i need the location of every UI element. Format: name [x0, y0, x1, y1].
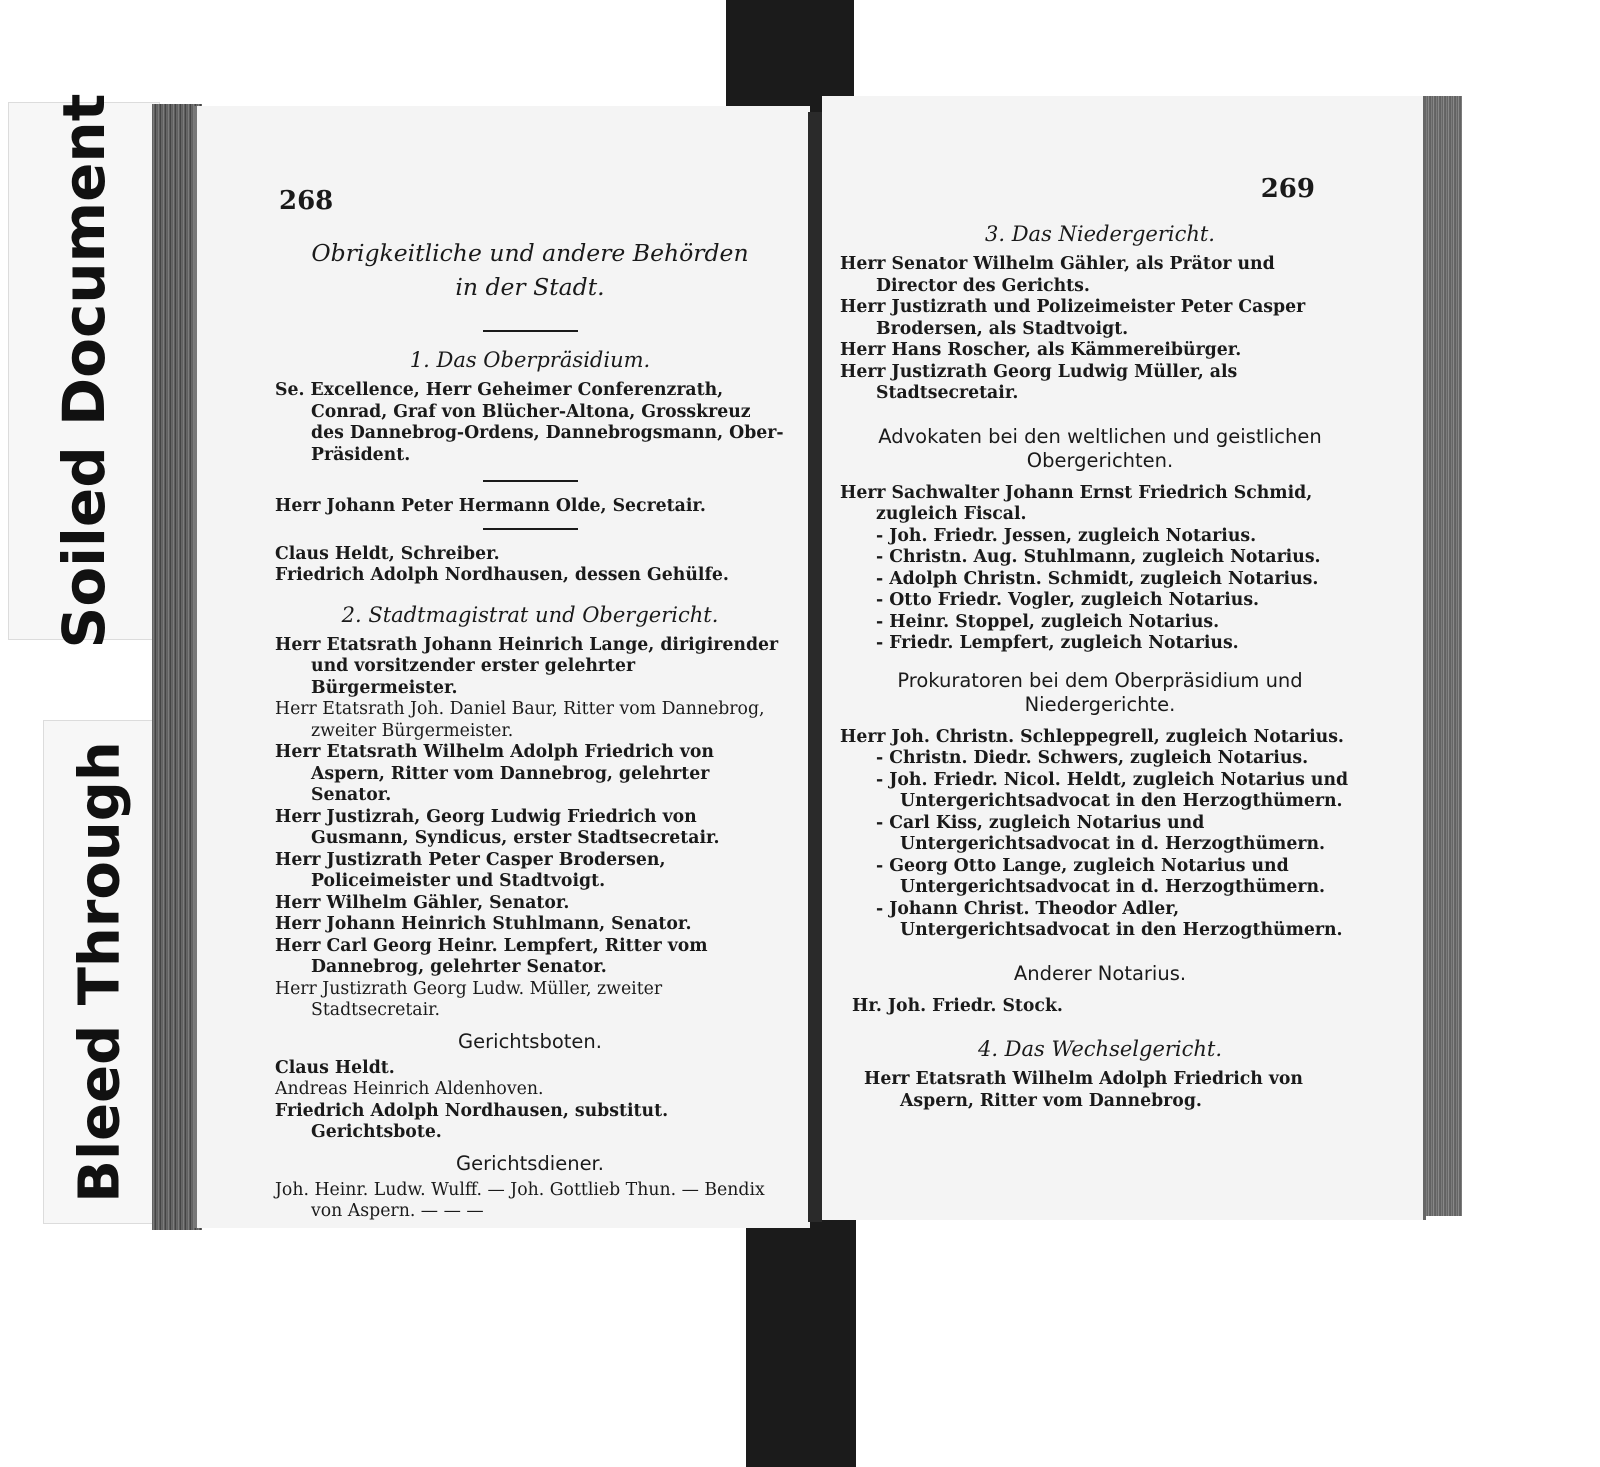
list-item: - Christn. Diedr. Schwers, zugleich Notarius.	[840, 748, 1360, 770]
list-item: - Johann Christ. Theodor Adler, Untergerichtsadvocat in den Herzogthümern.	[840, 899, 1360, 942]
list-item: Herr Johann Heinrich Stuhlmann, Senator.	[275, 914, 692, 934]
book-gutter	[808, 112, 822, 1222]
soiled-document-label: Soiled Document	[50, 93, 118, 649]
prokuratoren-heading: Prokuratoren bei dem Oberpräsidium und Niedergerichte.	[897, 668, 1303, 716]
list-item: - Heinr. Stoppel, zugleich Notarius.	[840, 612, 1360, 634]
spine-bottom	[746, 1220, 856, 1467]
soiled-document-tab	[8, 93, 160, 649]
list-item: Herr Justizrath und Polizeimeister Peter Casper Brodersen, als Stadtvoigt.	[840, 297, 1306, 339]
list-item: Herr Justizrath Peter Casper Brodersen, Policeimeister und Stadtvoigt.	[275, 849, 666, 891]
section-heading-niedergericht: 3. Das Niedergericht.	[985, 222, 1215, 246]
list-item: Herr Justizrath Georg Ludwig Müller, als Stadtsecretair.	[840, 361, 1238, 403]
list-item: - Joh. Friedr. Nicol. Heldt, zugleich Notarius und Untergerichtsadvocat in den Herzogthümern.	[840, 770, 1360, 813]
section-heading-stadtmagistrat: 2. Stadtmagistrat und Obergericht.	[341, 602, 719, 627]
entry-gehuelfe: Friedrich Adolph Nordhausen, dessen Gehülfe.	[275, 565, 729, 585]
advokaten-first-entry: Herr Sachwalter Johann Ernst Friedrich Schmid, zugleich Fiscal.	[840, 482, 1313, 524]
entry-schreiber: Claus Heldt, Schreiber.	[275, 543, 500, 564]
list-item: - Friedr. Lempfert, zugleich Notarius.	[840, 633, 1360, 655]
page-number-left: 268	[279, 186, 334, 216]
title-line-1: Obrigkeitliche und andere Behörden	[311, 239, 749, 267]
wechselgericht-entry: Herr Etatsrath Wilhelm Adolph Friedrich von Aspern, Ritter vom Dannebrog.	[864, 1069, 1304, 1111]
gerichtsdiener-entry: Joh. Heinr. Ludw. Wulff. — Joh. Gottlieb Thun. — Bendix von Aspern. — — —	[275, 1179, 765, 1221]
list-item: Herr Justizrath Georg Ludw. Müller, zweiter Stadtsecretair.	[275, 978, 663, 1020]
bleed-through-tab	[43, 720, 157, 1224]
list-item: Friedrich Adolph Nordhausen, substitut. Gerichtsbote.	[275, 1100, 669, 1142]
list-item: - Joh. Friedr. Jessen, zugleich Notarius.	[840, 526, 1360, 548]
page-title	[275, 236, 785, 304]
advokaten-heading: Advokaten bei den weltlichen und geistlichen Obergerichten.	[878, 424, 1322, 472]
list-item: Andreas Heinrich Aldenhoven.	[275, 1079, 544, 1099]
list-item: Herr Etatsrath Wilhelm Adolph Friedrich von Aspern, Ritter vom Dannebrog, gelehrter Senator.	[275, 742, 715, 805]
entry-ober-praesident: Se. Excellence, Herr Geheimer Conferenzrath, Conrad, Graf von Blücher-Altona, Grosskreuz des Dannebrog-Ordens, Dannebrogsmann, Ober-Präsident.	[275, 380, 784, 465]
list-item: Herr Justizrah, Georg Ludwig Friedrich von Gusmann, Syndicus, erster Stadtsecretair.	[275, 806, 720, 848]
left-page	[194, 106, 810, 1228]
list-item: Herr Wilhelm Gähler, Senator.	[275, 892, 570, 913]
gerichtsboten-heading: Gerichtsboten.	[458, 1029, 602, 1053]
section-heading-oberpraesidium: 1. Das Oberpräsidium.	[409, 348, 651, 372]
section-heading-wechselgericht: 4. Das Wechselgericht.	[977, 1037, 1223, 1061]
right-page	[822, 96, 1426, 1220]
list-item: Herr Senator Wilhelm Gähler, als Prätor und Director des Gerichts.	[840, 254, 1275, 296]
list-item: - Otto Friedr. Vogler, zugleich Notarius.	[840, 590, 1360, 612]
title-line-2: in der Stadt.	[455, 273, 605, 301]
list-item: Herr Etatsrath Joh. Daniel Baur, Ritter vom Dannebrog, zweiter Bürgermeister.	[275, 699, 765, 741]
divider-rule	[483, 528, 578, 530]
prokuratoren-first-entry: Herr Joh. Christn. Schleppegrell, zugleich Notarius.	[840, 726, 1344, 747]
list-item: Herr Hans Roscher, als Kämmereibürger.	[840, 340, 1242, 360]
entry-secretair: Herr Johann Peter Hermann Olde, Secretair.	[275, 496, 706, 516]
list-item: Claus Heldt.	[275, 1057, 395, 1078]
page-number-right: 269	[1260, 174, 1315, 204]
list-item: Herr Etatsrath Johann Heinrich Lange, dirigirender und vorsitzender erster gelehrter Bürgermeister.	[275, 634, 779, 698]
divider-rule	[483, 480, 578, 482]
list-item: - Adolph Christn. Schmidt, zugleich Notarius.	[840, 569, 1360, 591]
list-item: - Christn. Aug. Stuhlmann, zugleich Notarius.	[840, 547, 1360, 569]
list-item: - Carl Kiss, zugleich Notarius und Untergerichtsadvocat in d. Herzogthümern.	[840, 813, 1360, 856]
notarius-heading: Anderer Notarius.	[1013, 961, 1187, 985]
gerichtsdiener-heading: Gerichtsdiener.	[455, 1151, 604, 1175]
left-page-content	[275, 236, 785, 1223]
notarius-entry: Hr. Joh. Friedr. Stock.	[852, 995, 1063, 1016]
right-page-content	[840, 220, 1360, 1112]
bleed-through-label: Bleed Through	[67, 741, 133, 1203]
list-item: - Georg Otto Lange, zugleich Notarius und Untergerichtsadvocat in d. Herzogthümern.	[840, 856, 1360, 899]
list-item: Herr Carl Georg Heinr. Lempfert, Ritter vom Dannebrog, gelehrter Senator.	[275, 935, 708, 977]
divider-rule	[483, 330, 578, 332]
